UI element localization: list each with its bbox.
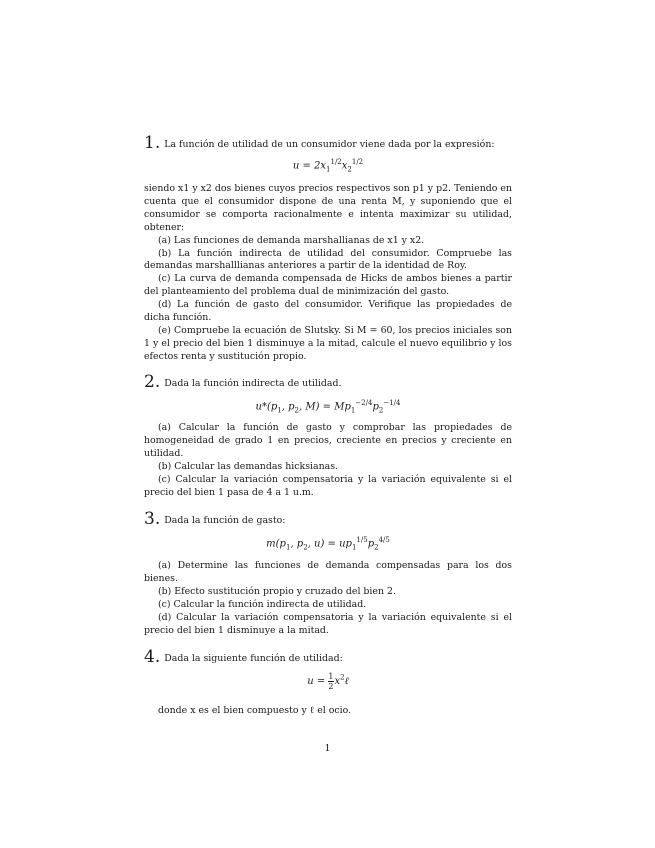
problem-2-item-a: (a) Calcular la función de gasto y comprobar las propiedades de homogeneidad de grado 1 en precios, creciente en precios y creciente en utilidad. xyxy=(144,422,512,459)
problem-1-item-c: (c) La curva de demanda compensada de Hicks de ambos bienes a partir del planteamiento del problema dual de minimización del gasto. xyxy=(144,273,512,298)
problem-4-body xyxy=(158,705,526,718)
problem-3-equation: $m(p_1$, $p_2$, $u) = up_1^{1/5}p_2^{4/5}$ xyxy=(266,536,390,552)
problem-1-text: siendo x1 y x2 dos bienes cuyos precios respectivos son p1 y p2. Teniendo en cuenta que el consumidor dispone de una renta M, y suponiendo que el consumidor se comporta racionalmente e intenta maximizar su utilidad, obtener: xyxy=(144,183,512,233)
problem-3-item-d: (d) Calcular la variación compensatoria y la variación equivalente si el precio del bien 1 disminuye a la mitad. xyxy=(144,611,512,636)
problem-1-equation: $u = 2x_1^{1/2}x_2^{1/2}$ xyxy=(292,158,364,174)
problem-1-item-a: (a) Las funciones de demanda marshallianas de x1 y x2. xyxy=(158,234,425,246)
problem-3-heading xyxy=(144,509,512,529)
problem-1-heading xyxy=(144,133,512,153)
problem-3-number: 3. xyxy=(144,509,161,529)
problem-2-item-b: (b) Calcular las demandas hicksianas. xyxy=(158,460,339,472)
problem-4-number: 4. xyxy=(144,647,161,667)
problem-2-number: 2. xyxy=(144,372,161,392)
problem-1-body xyxy=(144,183,512,364)
problem-2-body xyxy=(144,422,512,499)
problem-1-item-e: (e) Compruebe la ecuación de Slutsky. Si M = 60, los precios iniciales son 1 y el precio del bien 1 disminuye a la mitad, calcule el nuevo equilibrio y los efectos renta y sustitución propio. xyxy=(144,324,512,362)
problem-3-item-b: (b) Efecto sustitución propio y cruzado del bien 2. xyxy=(158,585,396,597)
problem-2-heading xyxy=(144,372,512,392)
problem-1-number: 1. xyxy=(144,133,161,153)
problem-2-intro: Dada la función indirecta de utilidad. xyxy=(164,378,342,389)
page-number: 1 xyxy=(324,743,331,754)
problem-4-intro: Dada la siguiente función de utilidad: xyxy=(164,653,343,664)
problem-3-item-a: (a) Determine las funciones de demanda compensadas para los dos bienes. xyxy=(144,560,512,584)
fraction-one-half: $\frac{1}{2}$ xyxy=(328,672,334,691)
problem-4-heading xyxy=(144,647,512,667)
problem-2-item-c: (c) Calcular la variación compensatoria y la variación equivalente si el precio del bien 1 pasa de 4 a 1 u.m. xyxy=(144,473,512,498)
problem-4-text: donde x es el bien compuesto y ℓ el ocio. xyxy=(158,705,352,716)
problem-2-equation: $u*(p_1$, $p_2$, $M) = Mp_1^{-2/4}p_2^{-1/4}$ xyxy=(255,399,401,415)
problem-4-equation: u = $\frac{1}{2}$ $x^2\ell$ xyxy=(307,672,349,691)
problem-1-item-b: (b) La función indirecta de utilidad del consumidor. Compruebe las demandas marshalllianas anteriores a partir de la identidad de Roy. xyxy=(144,247,512,272)
problem-3-body xyxy=(144,560,512,637)
problem-3-intro: Dada la función de gasto: xyxy=(164,515,286,526)
problem-1-item-d: (d) La función de gasto del consumidor. Verifique las propiedades de dicha función. xyxy=(144,299,512,324)
problem-1-intro: La función de utilidad de un consumidor viene dada por la expresión: xyxy=(164,139,495,150)
problem-3-item-c: (c) Calcular la función indirecta de utilidad. xyxy=(158,598,367,610)
